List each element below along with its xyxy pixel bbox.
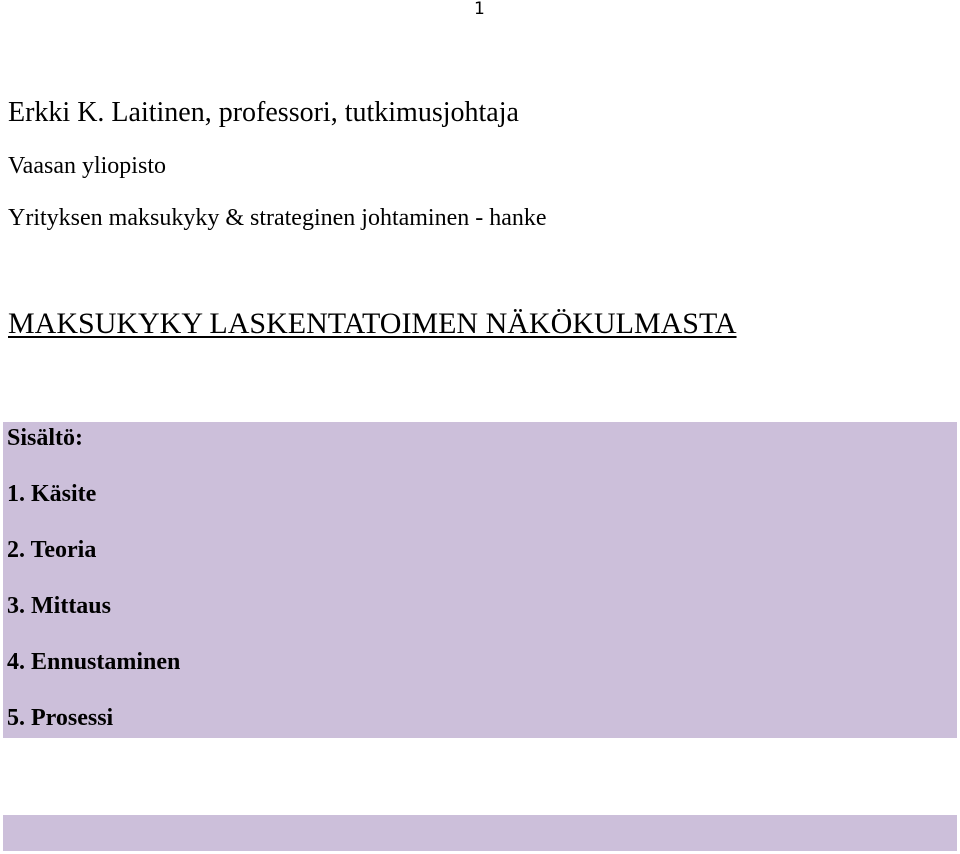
contents-item: 1. Käsite bbox=[7, 481, 97, 507]
affiliation-line: Vaasan yliopisto bbox=[8, 153, 166, 179]
contents-box bbox=[3, 422, 957, 738]
author-line: Erkki K. Laitinen, professori, tutkimusjohtaja bbox=[8, 97, 519, 128]
contents-item: 4. Ennustaminen bbox=[7, 649, 181, 675]
document-title: MAKSUKYKY LASKENTATOIMEN NÄKÖKULMASTA bbox=[8, 307, 737, 340]
contents-heading: Sisältö: bbox=[7, 425, 84, 451]
page-number: 1 bbox=[474, 0, 485, 19]
contents-item: 2. Teoria bbox=[7, 537, 97, 563]
project-line: Yrityksen maksukyky & strateginen johtaminen - hanke bbox=[8, 205, 547, 231]
bottom-highlight-band bbox=[3, 815, 957, 851]
contents-item: 3. Mittaus bbox=[7, 593, 111, 619]
contents-item: 5. Prosessi bbox=[7, 705, 114, 731]
